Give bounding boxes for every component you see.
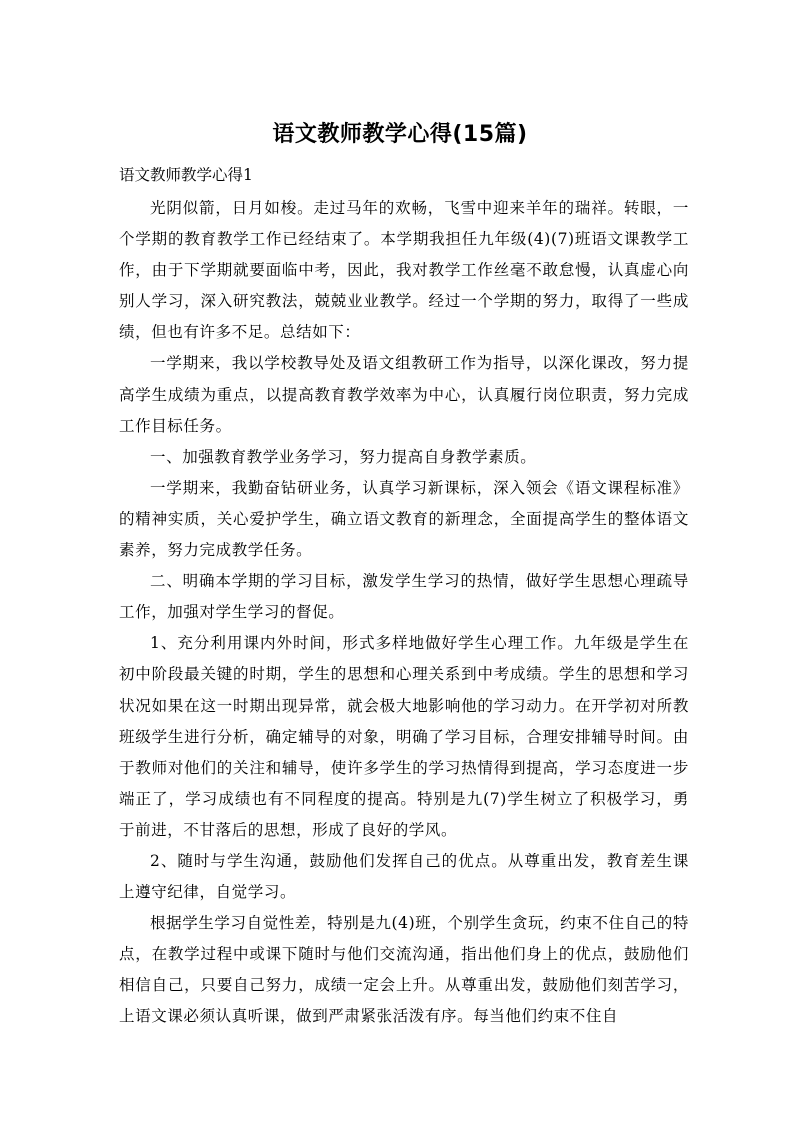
paragraph: 根据学生学习自觉性差，特别是九(4)班，个别学生贪玩，约束不住自己的特点，在教学过程中或课下随时与他们交流沟通，指出他们身上的优点，鼓励他们相信自己，只要自己努力，成绩一定会上升。从尊重出发，鼓励他们刻苦学习，上语文课必须认真听课，做到严肃紧张活泼有序。每当他们约束不住自 [119,914,689,1026]
paragraph: 一学期来，我以学校教导处及语文组教研工作为指导，以深化课改，努力提高学生成绩为重点，以提高教育教学效率为中心，认真履行岗位职责，努力完成工作目标任务。 [119,354,689,435]
paragraph: 2、随时与学生沟通，鼓励他们发挥自己的优点。从尊重出发，教育差生课上遵守纪律，自觉学习。 [119,851,689,902]
paragraph: 二、明确本学期的学习目标，激发学生学习的热情，做好学生思想心理疏导工作，加强对学生学习的督促。 [119,572,689,622]
paragraph: 一学期来，我勤奋钻研业务，认真学习新课标，深入领会《语文课程标准》的精神实质，关心爱护学生，确立语文教育的新理念，全面提高学生的整体语文素养，努力完成教学任务。 [119,478,689,560]
document-title: 语文教师教学心得(15篇) [272,122,528,147]
section-heading: 语文教师教学心得1 [119,166,253,184]
paragraph: 1、充分利用课内外时间，形式多样地做好学生心理工作。九年级是学生在初中阶段最关键的时期，学生的思想和心理关系到中考成绩。学生的思想和学习状况如果在这一时期出现异常，就会极大地影响他的学习动力。在开学初对所教班级学生进行分析，确定辅导的对象，明确了学习目标，合理安排辅导时间。由于教师对他们的关注和辅导，使许多学生的学习热情得到提高，学习态度进一步端正了，学习成绩也有不同程度的提高。特别是九(7)学生树立了积极学习，勇于前进，不甘落后的思想，形成了良好的学风。 [119,634,689,839]
paragraph: 一、加强教育教学业务学习，努力提高自身教学素质。 [150,447,537,466]
paragraph: 光阴似箭，日月如梭。走过马年的欢畅，飞雪中迎来羊年的瑞祥。转眼，一个学期的教育教学工作已经结束了。本学期我担任九年级(4)(7)班语文课教学工作，由于下学期就要面临中考，因此，我对教学工作丝毫不敢怠慢，认真虚心向别人学习，深入研究教法，兢兢业业教学。经过一个学期的努力，取得了一些成绩，但也有许多不足。总结如下： [119,199,689,342]
document-body [119,193,689,1033]
